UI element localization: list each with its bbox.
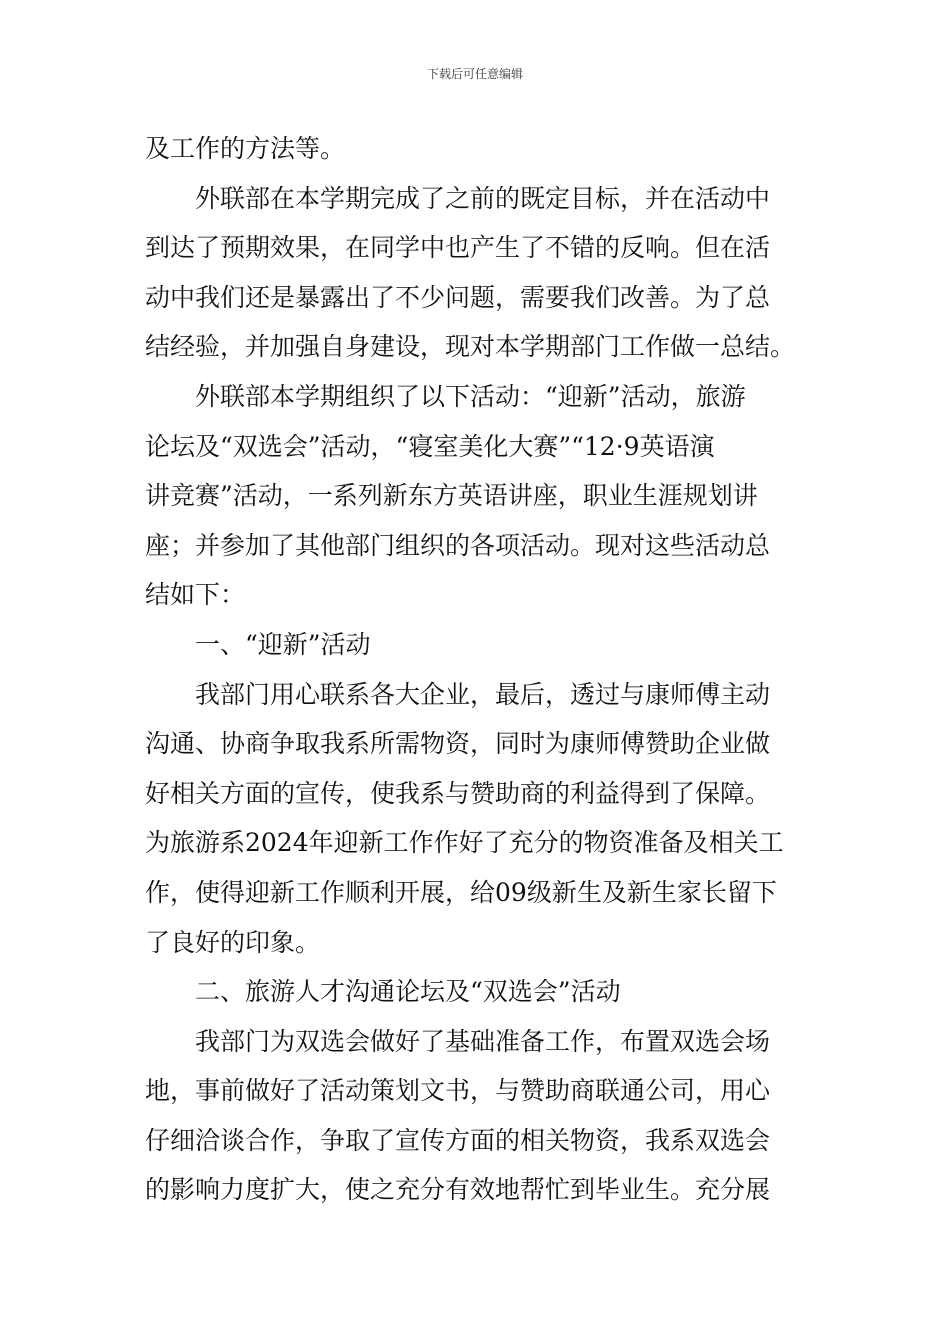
text-line: 外联部在本学期完成了之前的既定目标，并在活动中 — [195, 183, 771, 213]
text-line: 讲竞赛”活动，一系列新东方英语讲座，职业生涯规划讲 — [145, 481, 758, 511]
text-line: 为旅游系2024年迎新工作作好了充分的物资准备及相关工 — [145, 828, 784, 858]
text-line: 结如下： — [145, 580, 246, 610]
section-heading: 二、旅游人才沟通论坛及“双选会”活动 — [195, 977, 621, 1007]
section-heading: 一、“迎新”活动 — [195, 629, 371, 659]
text-line: 座；并参加了其他部门组织的各项活动。现对这些活动总 — [145, 530, 771, 560]
text-line: 地，事前做好了活动策划文书，与赞助商联通公司，用心 — [145, 1076, 771, 1106]
text-line: 好相关方面的宣传，使我系与赞助商的利益得到了保障。 — [145, 778, 771, 808]
text-line: 到达了预期效果，在同学中也产生了不错的反响。但在活 — [145, 233, 771, 263]
text-line: 沟通、协商争取我系所需物资，同时为康师傅赞助企业做 — [145, 729, 771, 759]
text-line: 了良好的印象。 — [145, 927, 321, 957]
text-line: 论坛及“双选会”活动，“寝室美化大赛”“12·9英语演 — [145, 431, 715, 461]
text-line: 作，使得迎新工作顺利开展，给09级新生及新生家长留下 — [145, 877, 777, 907]
text-line: 结经验，并加强自身建设，现对本学期部门工作做一总结。 — [145, 332, 796, 362]
document-body — [145, 124, 813, 1215]
text-line: 外联部本学期组织了以下活动：“迎新”活动，旅游 — [195, 381, 746, 411]
text-line: 我部门用心联系各大企业，最后，透过与康师傅主动 — [195, 679, 771, 709]
text-line: 我部门为双选会做好了基础准备工作，布置双选会场 — [195, 1026, 771, 1056]
text-line: 及工作的方法等。 — [145, 134, 346, 163]
text-line: 动中我们还是暴露出了不少问题，需要我们改善。为了总 — [145, 282, 771, 312]
text-line: 仔细洽谈合作，争取了宣传方面的相关物资，我系双选会 — [145, 1125, 771, 1155]
page-header: 下载后可任意编辑 — [426, 67, 523, 81]
text-line: 的影响力度扩大，使之充分有效地帮忙到毕业生。充分展 — [145, 1175, 771, 1205]
